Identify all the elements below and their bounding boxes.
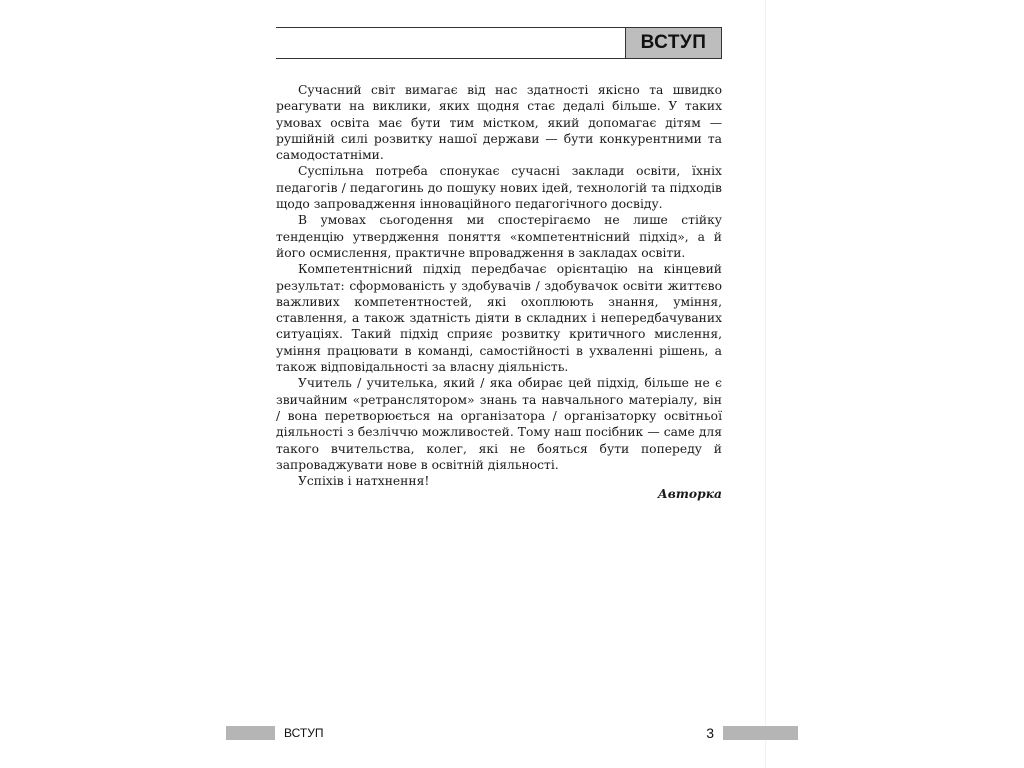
footer-bar-left (226, 726, 275, 740)
intro-text (276, 82, 722, 489)
page-number: 3 (706, 725, 714, 741)
footer-bar-right (723, 726, 798, 740)
header-rule-top (276, 27, 626, 28)
chapter-title: ВСТУП (625, 27, 722, 59)
paragraph-4: Компетентнісний підхід передбачає орієнтацію на кінцевий результат: сформованість у здобувачів / здобувачок освіти життєво важливих компетентностей, які охоплюють знання, уміння, ставлення, а також здатність діяти в складних і непередбачуваних ситуаціях. Такий підхід сприяє розвитку критичного мислення, уміння працювати в команді, самостійності в ухваленні рішень, а також відповідальності за власну діяльність. (276, 262, 722, 375)
paragraph-3: В умовах сьогодення ми спостерігаємо не лише стійку тенденцію утвердження поняття «компетентнісний підхід», а й його осмислення, практичне впровадження в закладах освіти. (276, 213, 722, 260)
paragraph-6: Успіхів і натхнення! (298, 474, 430, 489)
paragraph-2: Суспільна потреба спонукає сучасні заклади освіти, їхніх педагогів / педагогинь до пошуку нових ідей, технологій та підходів щодо запровадження інноваційного педагогічного досвіду. (276, 164, 722, 212)
author-signature: Авторка (657, 486, 722, 501)
footer-section-label: ВСТУП (284, 726, 324, 740)
chapter-header (276, 27, 722, 59)
paragraph-1: Сучасний світ вимагає від нас здатності якісно та швидко реагувати на виклики, яких щодня стає дедалі більше. У таких умовах освіта має бути тим містком, який допомагає дітям — рушійній силі розвитку нашої держави — бути конкурентними та самодостатніми. (276, 83, 722, 163)
header-rule-bottom (276, 58, 626, 59)
paragraph-5: Учитель / учителька, який / яка обирає цей підхід, більше не є звичайним «ретранслятором» знань та навчального матеріалу, він / вона перетворюється на організатора / організаторку освітньої діяльності з безліччю можливостей. Тому наш посібник — саме для такого вчительства, колег, які не бояться бути попереду й запроваджувати нове в освітній діяльності. (276, 376, 722, 472)
page-edge-shadow (765, 0, 766, 768)
